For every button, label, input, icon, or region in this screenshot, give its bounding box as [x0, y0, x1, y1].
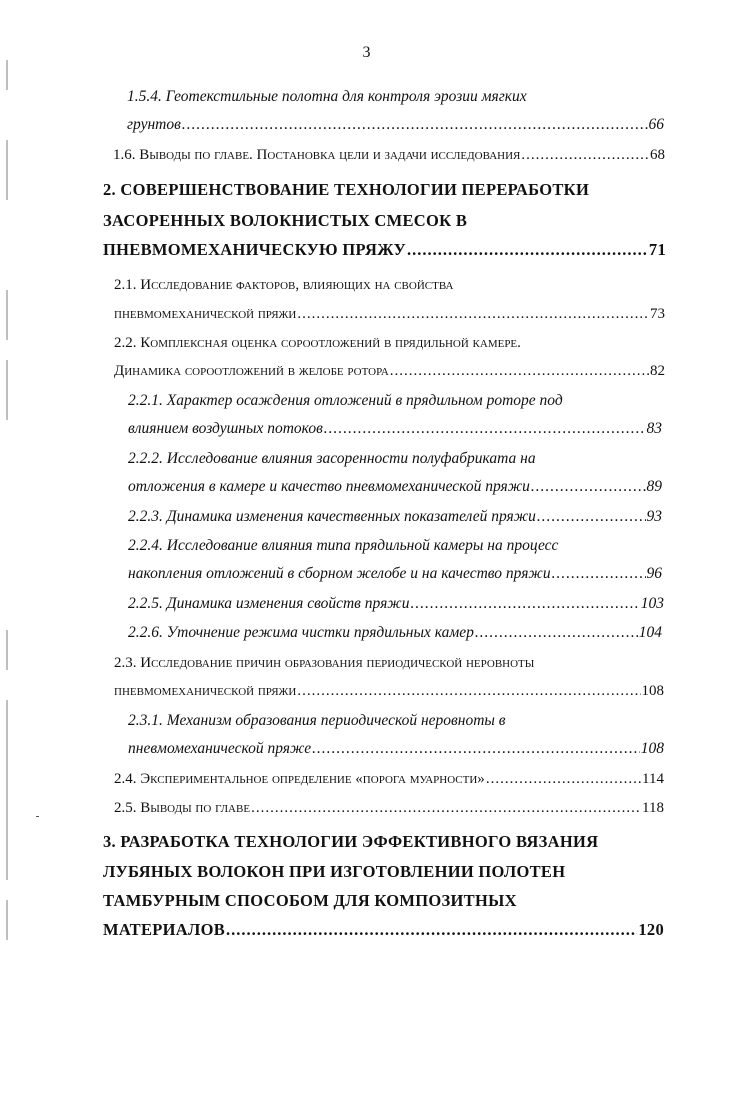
toc-page-number: 103: [640, 595, 664, 612]
toc-entry-2-2-title: 2.2. Комплексная оценка сороотложений в прядильной камере.: [114, 335, 521, 351]
toc-page-number: 71: [648, 240, 666, 259]
toc-entry-2-4[interactable]: [114, 769, 664, 793]
dot-leader: [182, 115, 648, 135]
dot-leader: [537, 507, 646, 527]
toc-chapter-2-title-line2: ЗАСОРЕННЫХ ВОЛОКНИСТЫХ СМЕСОК В: [103, 211, 468, 230]
toc-entry-2-3-1-title: 2.3.1. Механизм образования периодической неровноты в: [128, 712, 506, 729]
toc-entry-label: пневмомеханической пряжи: [114, 683, 297, 699]
toc-page-number: 96: [646, 565, 662, 582]
toc-entry-label: 2.2.5. Динамика изменения свойств пряжи: [128, 595, 410, 612]
toc-entry-2-2-6[interactable]: [128, 623, 662, 647]
dot-leader: [297, 681, 640, 701]
toc-chapter-3-title-line2: ЛУБЯНЫХ ВОЛОКОН ПРИ ИЗГОТОВЛЕНИИ ПОЛОТЕН: [103, 862, 566, 881]
toc-entry-label: влиянием воздушных потоков: [128, 420, 323, 437]
toc-page-number: 83: [646, 420, 662, 437]
dot-leader: [486, 769, 641, 789]
toc-entry-label: 2.4. Экспериментальное определение «порога муарности»: [114, 771, 485, 787]
toc-entry-2-2-5[interactable]: [128, 594, 664, 618]
dot-leader: [297, 304, 649, 324]
dot-leader: [531, 477, 646, 497]
toc-page-number: 108: [641, 683, 664, 699]
toc-entry-2-2-2[interactable]: [128, 477, 662, 501]
toc-entry-label: пневмомеханической пряже: [128, 740, 312, 757]
toc-entry-2-2-2-title: 2.2.2. Исследование влияния засоренности полуфабриката на: [128, 450, 536, 467]
toc-page-number: 89: [646, 478, 662, 495]
toc-page-number: 93: [646, 508, 662, 525]
dot-leader: [226, 920, 637, 940]
toc-entry-2-2[interactable]: [114, 361, 665, 385]
toc-page-number: 82: [650, 363, 665, 379]
toc-entry-label: пневмомеханической пряжи: [114, 306, 297, 322]
toc-entry-label: грунтов: [127, 116, 181, 133]
toc-entry-2-3-title: 2.3. Исследование причин образования периодической неровноты: [114, 655, 535, 671]
toc-entry-2-3-1[interactable]: [128, 739, 664, 763]
dot-leader: [407, 240, 648, 260]
toc-page-number: 120: [638, 920, 664, 939]
toc-entry-label: отложения в камере и качество пневмомеханической пряжи: [128, 478, 530, 495]
dot-leader: [552, 564, 646, 584]
toc-page-number: 114: [642, 771, 664, 787]
dot-leader: [475, 623, 638, 643]
toc-page-number: 118: [642, 800, 664, 816]
toc-entry-2-3[interactable]: [114, 681, 664, 705]
dot-leader: [410, 594, 639, 614]
toc-entry-2-2-4[interactable]: [128, 564, 662, 588]
toc-page-number: 73: [650, 306, 665, 322]
toc-entry-2-2-1[interactable]: [128, 419, 662, 443]
toc-entry-label: 2.2.6. Уточнение режима чистки прядильных камер: [128, 624, 474, 641]
toc-page-number: 108: [640, 740, 664, 757]
toc-entry-label: 2.2.3. Динамика изменения качественных показателей пряжи: [128, 508, 536, 525]
toc-entry-1-5-4[interactable]: [127, 115, 664, 139]
toc-entry-2-1-title: 2.1. Исследование факторов, влияющих на свойства: [114, 277, 454, 293]
toc-entry-2-2-1-title: 2.2.1. Характер осаждения отложений в прядильном роторе под: [128, 392, 563, 409]
toc-entry-label: накопления отложений в сборном желобе и на качество пряжи: [128, 565, 551, 582]
toc-page-number: 104: [638, 624, 662, 641]
toc-entry-label: ПНЕВМОМЕХАНИЧЕСКУЮ ПРЯЖУ: [103, 240, 407, 259]
toc-page-number: 68: [650, 147, 665, 163]
toc-entry-label: 1.6. Выводы по главе. Постановка цели и задачи исследования: [113, 147, 521, 163]
toc-chapter-3-title-line1: 3. РАЗРАБОТКА ТЕХНОЛОГИИ ЭФФЕКТИВНОГО ВЯЗАНИЯ: [103, 832, 599, 851]
dot-leader: [251, 798, 641, 818]
dot-leader: [390, 361, 649, 381]
toc-chapter-2[interactable]: [103, 240, 666, 264]
toc-entry-2-2-4-title: 2.2.4. Исследование влияния типа прядильной камеры на процесс: [128, 537, 559, 554]
toc-entry-2-1[interactable]: [114, 304, 665, 328]
toc-page-number: 66: [648, 116, 664, 133]
toc-entry-2-2-3[interactable]: [128, 507, 662, 531]
toc-entry-label: Динамика сороотложений в желобе ротора: [114, 363, 389, 379]
toc-entry-2-5[interactable]: [114, 798, 664, 822]
dot-leader: [521, 145, 649, 165]
toc-chapter-3-title-line3: ТАМБУРНЫМ СПОСОБОМ ДЛЯ КОМПОЗИТНЫХ: [103, 891, 517, 910]
toc-entry-1-5-4-title: 1.5.4. Геотекстильные полотна для контроля эрозии мягких: [127, 88, 527, 105]
toc-entry-1-6[interactable]: [113, 145, 665, 169]
dot-leader: [324, 419, 646, 439]
page-number: 3: [362, 44, 371, 61]
toc-chapter-2-title-line1: 2. СОВЕРШЕНСТВОВАНИЕ ТЕХНОЛОГИИ ПЕРЕРАБОТКИ: [103, 180, 590, 199]
dot-leader: [312, 739, 640, 759]
toc-chapter-3[interactable]: [103, 920, 664, 944]
toc-entry-label: МАТЕРИАЛОВ: [103, 920, 226, 939]
toc-entry-label: 2.5. Выводы по главе: [114, 800, 251, 816]
